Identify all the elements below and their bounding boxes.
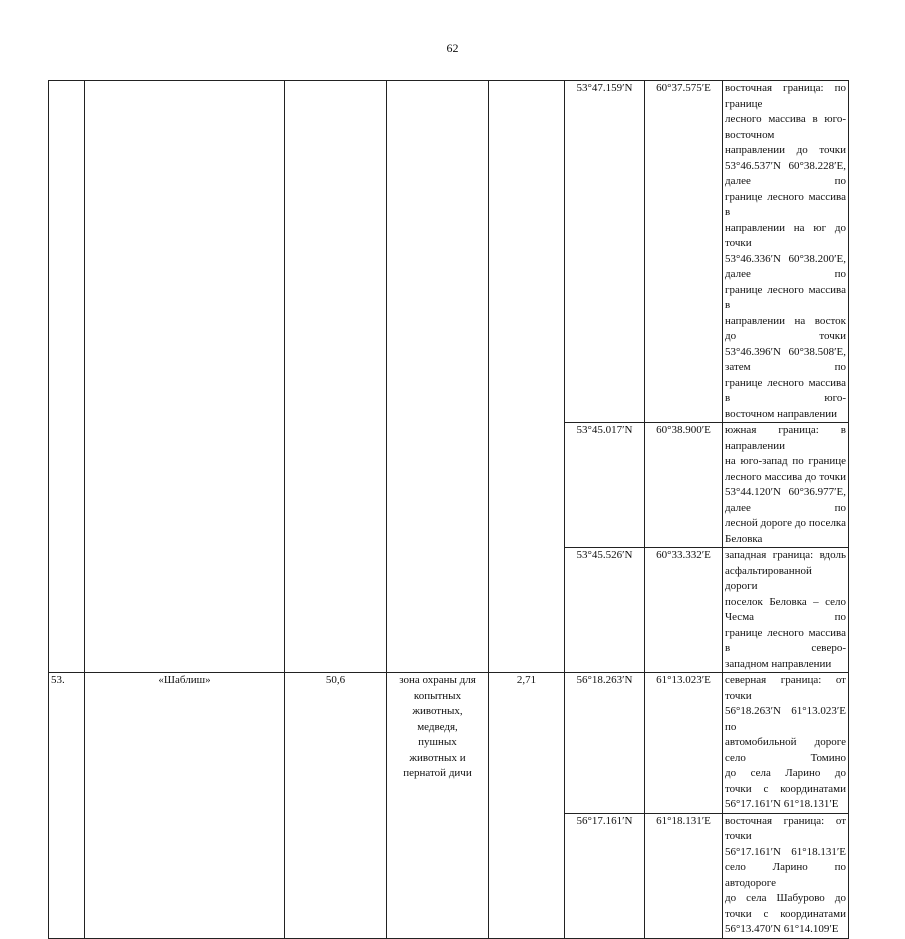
cell-boundary-description: южная граница: в направлении на юго-запад по границе лесного массива до точки 53°44.120′N 60°36.977′E, далее по лесной дороге до поселка Беловка: [723, 423, 849, 548]
cell-longitude: 60°38.900′E: [645, 423, 723, 548]
cell-longitude: 61°18.131′E: [645, 813, 723, 938]
cell-longitude: 60°37.575′E: [645, 81, 723, 423]
cell-longitude: 61°13.023′E: [645, 673, 723, 814]
cell-name: [85, 81, 285, 673]
cell-latitude: 53°45.526′N: [565, 548, 645, 673]
cell-boundary-description: западная граница: вдоль асфальтированной дороги поселок Беловка – село Чесма по границе лесного массива в северо- западном направлении: [723, 548, 849, 673]
table-row: [49, 673, 849, 814]
cell-number: 53.: [49, 673, 85, 939]
table-row: [49, 81, 849, 423]
cell-boundary-description: северная граница: от точки 56°18.263′N 61°13.023′E по автомобильной дороге село Томино до села Ларино до точки с координатами 56°17.161′N 61°18.131′E: [723, 673, 849, 814]
cell-boundary-description: восточная граница: от точки 56°17.161′N 61°18.131′E село Ларино по автодороге до села Шабурово до точки с координатами 56°13.470′N 61°14.109′E: [723, 813, 849, 938]
cell-name: «Шаблиш»: [85, 673, 285, 939]
cell-area: 50,6: [285, 673, 387, 939]
cell-zone: зона охраны для копытных животных, медведя, пушных животных и пернатой дичи: [387, 673, 489, 939]
cell-longitude: 60°33.332′E: [645, 548, 723, 673]
cell-latitude: 53°47.159′N: [565, 81, 645, 423]
cell-area: [285, 81, 387, 673]
cell-latitude: 53°45.017′N: [565, 423, 645, 548]
cell-zone-area: 2,71: [489, 673, 565, 939]
cell-zone: [387, 81, 489, 673]
cell-zone-area: [489, 81, 565, 673]
cell-number: [49, 81, 85, 673]
page-number: 62: [446, 41, 459, 55]
cell-boundary-description: восточная граница: по границе лесного массива в юго-восточном направлении до точки 53°46.537′N 60°38.228′E, далее по границе лесного массива в направлении на юг до точки 53°46.336′N 60°38.200′E, далее по границе лесного массива в направлении на восток до точки 53°46.396′N 60°38.508′E, затем по границе лесного массива в юго- восточном направлении: [723, 81, 849, 423]
cell-latitude: 56°17.161′N: [565, 813, 645, 938]
cell-latitude: 56°18.263′N: [565, 673, 645, 814]
registry-table: [48, 80, 849, 939]
